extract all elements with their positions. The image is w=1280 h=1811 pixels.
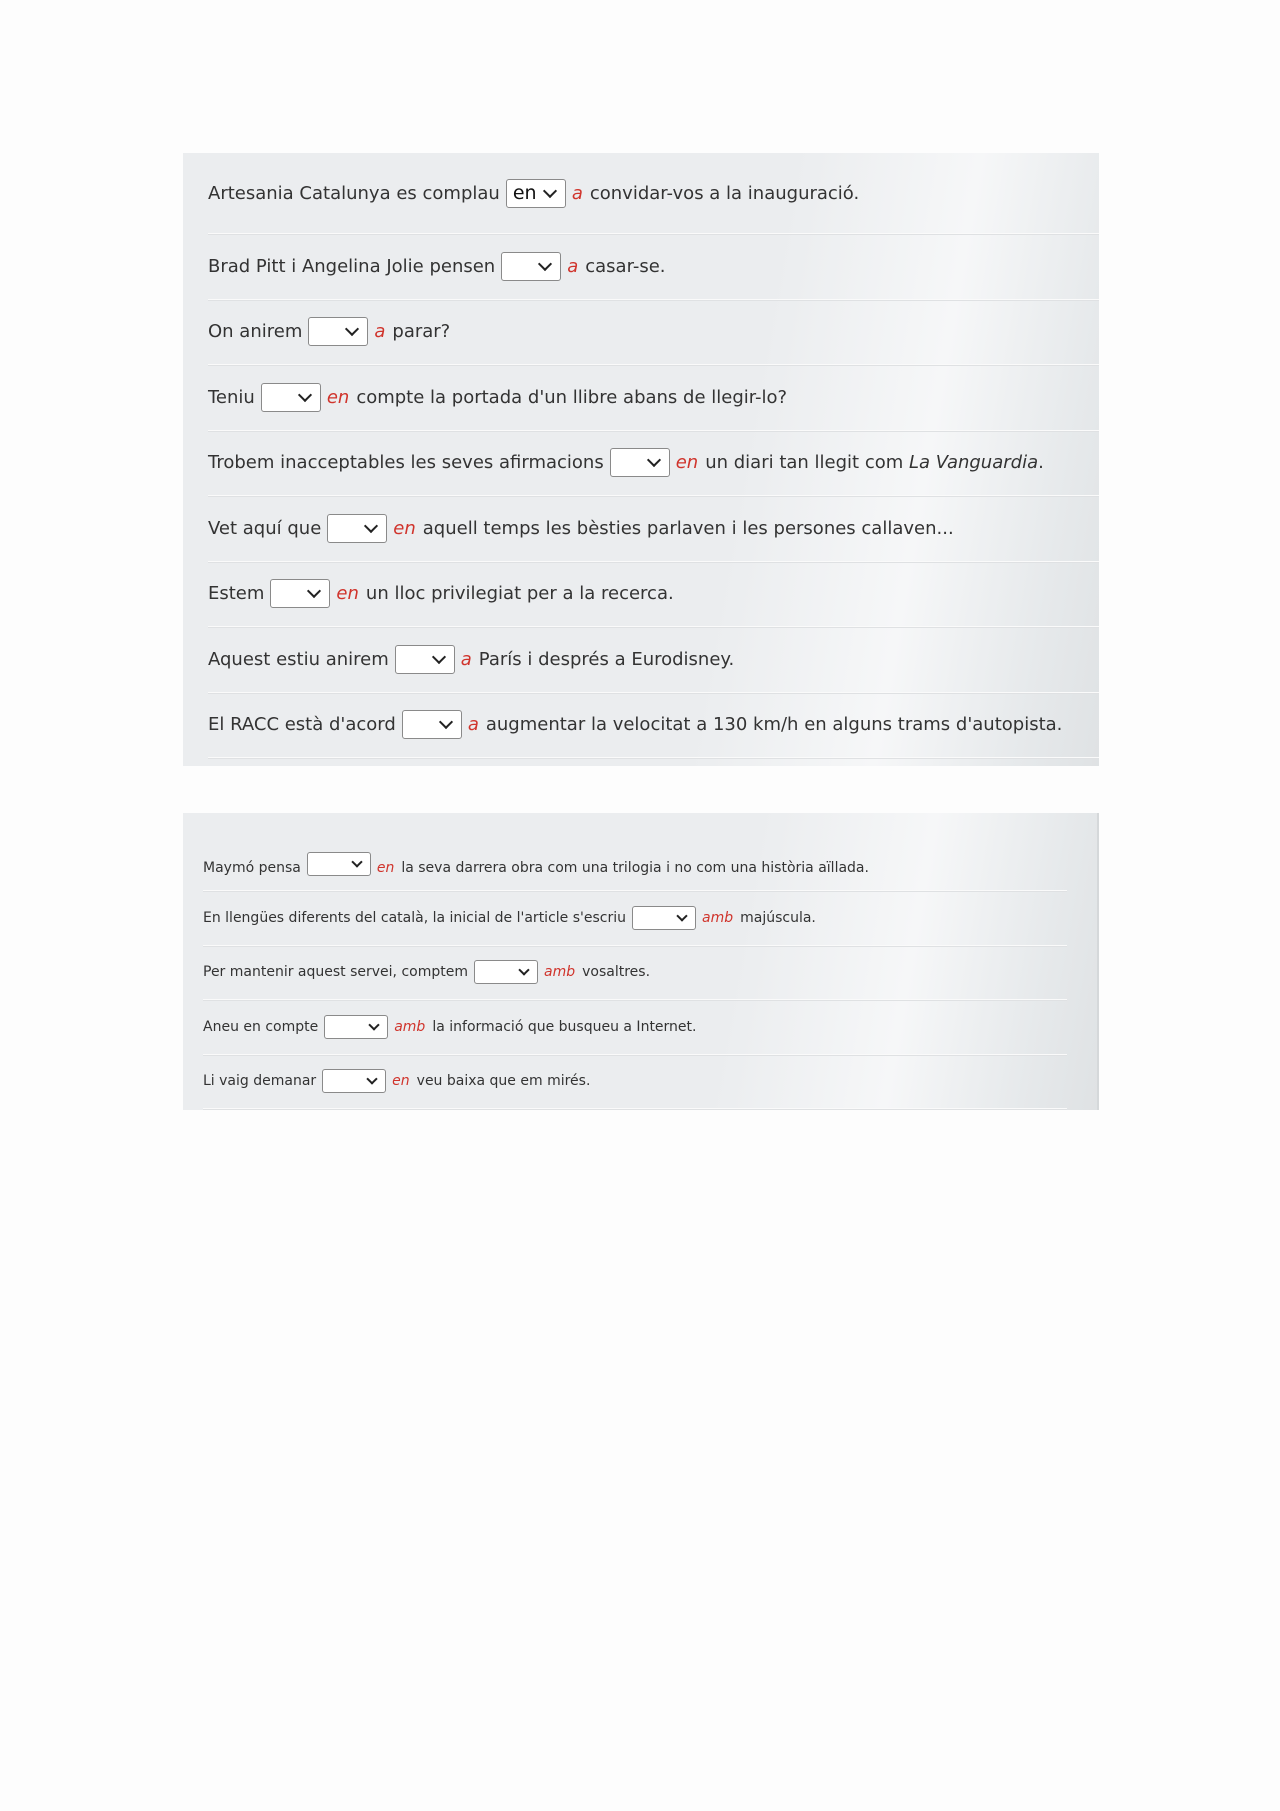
sentence-end: casar-se. — [585, 255, 666, 277]
sentence-end: compte la portada d'un llibre abans de llegir-lo? — [356, 386, 788, 408]
chevron-down-icon — [518, 965, 529, 976]
exercise-row — [208, 234, 1099, 300]
preposition-label: en — [376, 860, 395, 876]
answer-dropdown[interactable] — [308, 317, 368, 346]
sentence-end: majúscula. — [740, 909, 816, 926]
sentence-end: un lloc privilegiat per a la recerca. — [365, 583, 674, 605]
chevron-down-icon — [345, 322, 359, 336]
preposition-label: amb — [544, 964, 576, 981]
sentence-start: Maymó pensa — [203, 860, 301, 876]
sentence-end: la informació que busqueu a Internet. — [432, 1018, 697, 1035]
sentence-start: Vet aquí que — [208, 517, 322, 539]
answer-dropdown[interactable] — [322, 1069, 386, 1093]
chevron-down-icon — [366, 1074, 377, 1085]
sentence-end: aquell temps les bèsties parlaven i les persones callaven... — [422, 517, 954, 539]
preposition-label: amb — [394, 1018, 426, 1035]
preposition-label: en — [675, 452, 699, 474]
chevron-down-icon — [307, 584, 321, 598]
sentence-end: convidar-vos a la inauguració. — [589, 182, 860, 204]
dropdown-value: en — [512, 182, 537, 204]
sentence-start: Estem — [208, 583, 265, 605]
chevron-down-icon — [364, 519, 378, 533]
preposition-label: en — [392, 1073, 410, 1090]
exercise-row — [208, 693, 1099, 759]
sentence-end: vosaltres. — [582, 964, 651, 981]
answer-dropdown[interactable] — [270, 579, 330, 608]
answer-dropdown[interactable] — [501, 252, 561, 281]
preposition-label: en — [336, 583, 359, 605]
exercise-row — [208, 431, 1099, 497]
exercise-row — [203, 1055, 1067, 1110]
exercise-row — [208, 153, 1099, 234]
chevron-down-icon — [439, 715, 453, 729]
chevron-down-icon — [351, 856, 362, 867]
answer-dropdown[interactable] — [632, 906, 696, 930]
answer-dropdown[interactable] — [327, 514, 387, 543]
answer-dropdown[interactable] — [474, 960, 538, 984]
preposition-label: a — [567, 255, 579, 277]
exercise-row — [208, 627, 1099, 693]
exercise-row — [208, 562, 1099, 628]
answer-dropdown[interactable] — [395, 645, 455, 674]
sentence-start: Artesania Catalunya es complau — [208, 182, 500, 204]
sentence-start: On anirem — [208, 321, 303, 343]
sentence-end: parar? — [392, 321, 451, 343]
exercise-row — [208, 496, 1099, 562]
preposition-label: a — [467, 714, 479, 736]
sentence-end: augmentar la velocitat a 130 km/h en alguns trams d'autopista. — [485, 714, 1063, 736]
exercise-panel-1 — [183, 153, 1099, 766]
preposition-label: en — [393, 517, 416, 539]
sentence-start: Aquest estiu anirem — [208, 648, 389, 670]
sentence-end: un diari tan llegit com — [705, 452, 904, 474]
sentence-period: . — [1038, 452, 1044, 474]
sentence-end: la seva darrera obra com una trilogia i no com una història aïllada. — [401, 860, 869, 876]
chevron-down-icon — [369, 1019, 380, 1030]
chevron-down-icon — [432, 650, 446, 664]
sentence-start: Trobem inacceptables les seves afirmacions — [208, 452, 604, 474]
sentence-start: En llengües diferents del català, la inicial de l'article s'escriu — [203, 909, 626, 926]
answer-dropdown[interactable] — [506, 179, 566, 208]
sentence-start: Brad Pitt i Angelina Jolie pensen — [208, 255, 496, 277]
newspaper-title: La Vanguardia — [909, 452, 1039, 474]
exercise-row — [203, 946, 1067, 1001]
preposition-label: en — [326, 386, 350, 408]
sentence-start: Teniu — [208, 386, 255, 408]
exercise-row — [203, 1000, 1067, 1055]
sentence-start: Aneu en compte — [203, 1018, 319, 1035]
preposition-label: a — [374, 321, 386, 343]
preposition-label: a — [571, 182, 583, 204]
chevron-down-icon — [676, 910, 687, 921]
exercise-panel-2 — [183, 813, 1099, 1110]
exercise-row — [208, 365, 1099, 431]
preposition-label: amb — [702, 909, 734, 926]
sentence-start: El RACC està d'acord — [208, 714, 396, 736]
answer-dropdown[interactable] — [610, 448, 670, 477]
answer-dropdown[interactable] — [261, 383, 321, 412]
exercise-row — [203, 813, 1067, 891]
answer-dropdown[interactable] — [324, 1015, 388, 1039]
sentence-end: París i després a Eurodisney. — [478, 648, 735, 670]
chevron-down-icon — [538, 257, 552, 271]
chevron-down-icon — [647, 453, 661, 467]
sentence-start: Per mantenir aquest servei, comptem — [203, 964, 468, 981]
answer-dropdown[interactable] — [402, 710, 462, 739]
chevron-down-icon — [543, 183, 557, 197]
sentence-start: Li vaig demanar — [203, 1073, 317, 1090]
exercise-row — [203, 891, 1067, 946]
chevron-down-icon — [298, 388, 312, 402]
preposition-label: a — [460, 648, 472, 670]
exercise-row — [208, 300, 1099, 366]
answer-dropdown[interactable] — [307, 852, 371, 876]
sentence-end: veu baixa que em mirés. — [416, 1073, 591, 1090]
